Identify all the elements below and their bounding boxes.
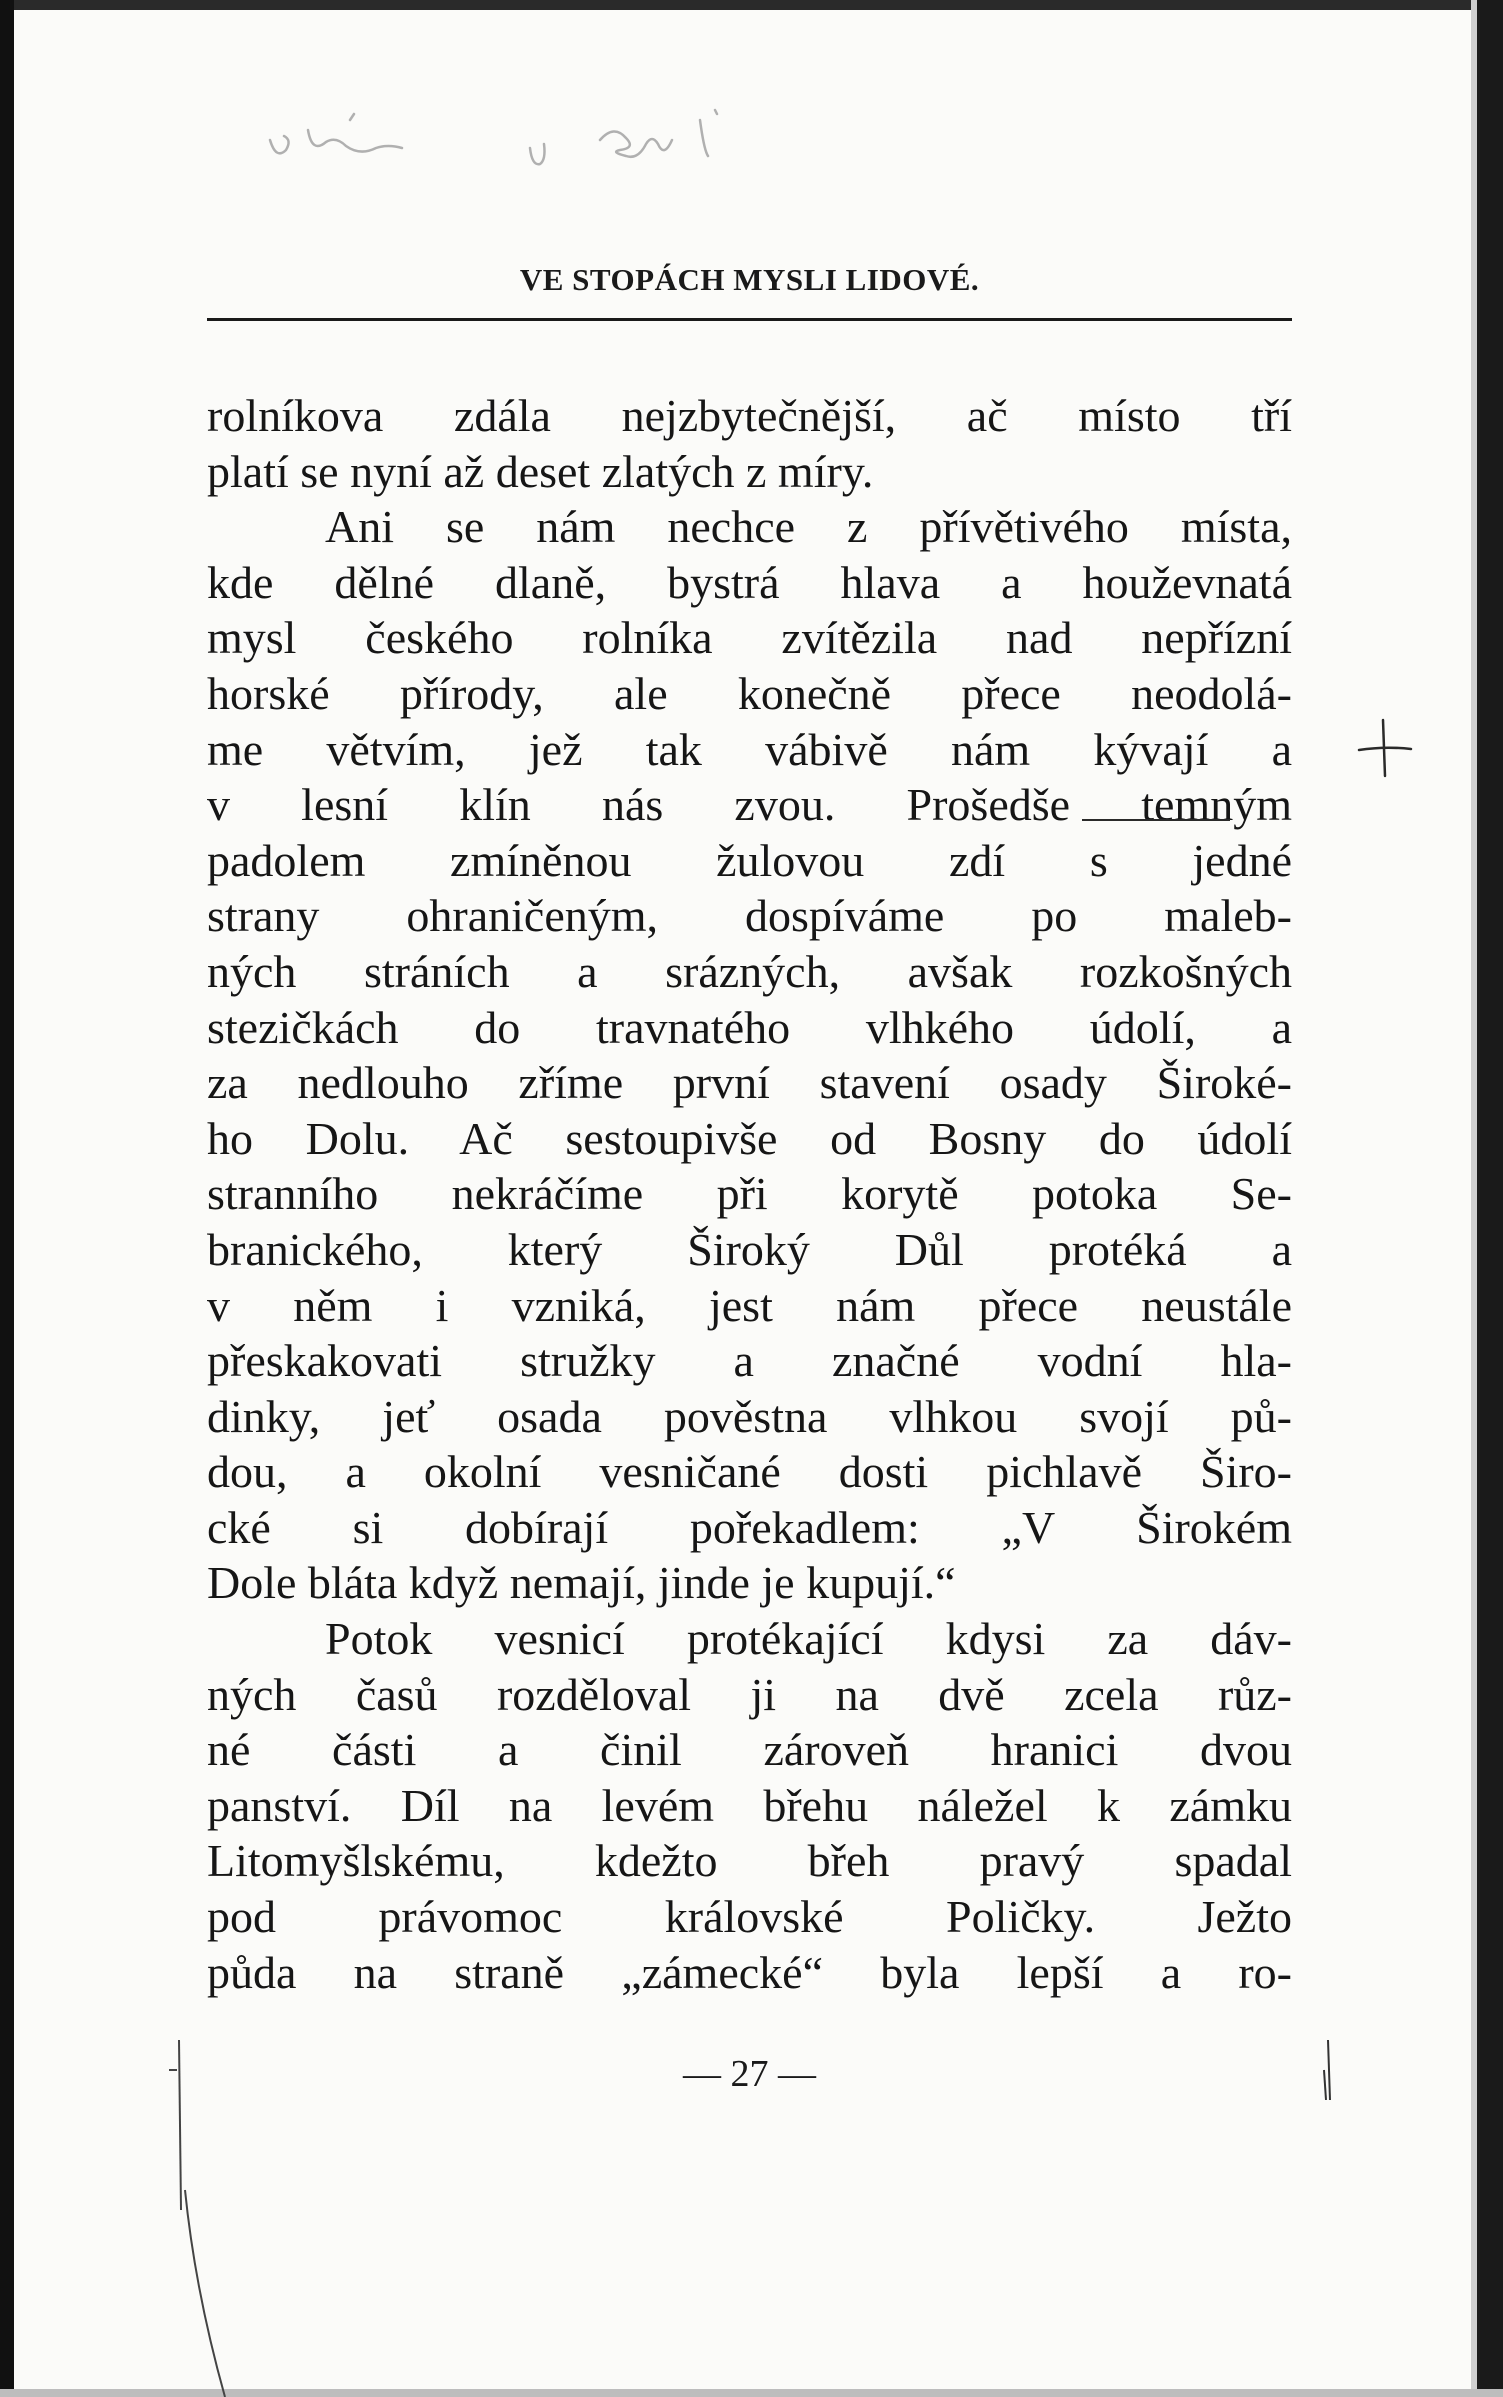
- text-line: strany ohraničeným, dospíváme po maleb-: [207, 890, 1292, 942]
- text-line: v něm i vzniká, jest nám přece neustále: [207, 1279, 1292, 1331]
- text-line: platí se nyní až deset zlatých z míry.: [207, 445, 874, 497]
- text-line: kde dělné dlaně, bystrá hlava a houževnatá: [207, 556, 1292, 608]
- text-line: ných časů rozděloval ji na dvě zcela růz-: [207, 1668, 1292, 1720]
- text-line: ných stráních a srázných, avšak rozkošných: [207, 945, 1292, 997]
- margin-scratch-lines: [1310, 1740, 1370, 2100]
- text-line: né části a činil zároveň hranici dvou: [207, 1724, 1292, 1776]
- pencil-underline: [1080, 814, 1280, 824]
- text-line: půda na straně „zámecké“ byla lepší a ro-: [207, 1946, 1292, 1998]
- text-line: rolníkova zdála nejzbytečnější, ač místo tří: [207, 390, 1292, 441]
- text-line: mysl českého rolníka zvítězila nad nepřízní: [207, 612, 1292, 664]
- text-line: dou, a okolní vesničané dosti pichlavě Širo-: [207, 1446, 1292, 1498]
- text-line: přeskakovati stružky a značné vodní hla-: [207, 1335, 1292, 1387]
- text-line: za nedlouho zříme první stavení osady Široké-: [207, 1057, 1292, 1109]
- text-line: panství. Díl na levém břehu náležel k zámku: [207, 1779, 1292, 1831]
- text-line: padolem zmíněnou žulovou zdí s jedné: [207, 834, 1292, 886]
- header-rule: [207, 318, 1292, 321]
- text-line: Litomyšlskému, kdežto břeh pravý spadal: [207, 1835, 1292, 1887]
- pencil-handwriting: [260, 100, 760, 210]
- text-line: me větvím, jež tak vábivě nám kývají a: [207, 723, 1292, 775]
- scan-border-top: [0, 0, 1503, 10]
- body-text: [207, 388, 1292, 2000]
- scan-border-right: [1477, 0, 1503, 2397]
- text-line: dinky, jeť osada pověstna vlhkou svojí pů-: [207, 1390, 1292, 1442]
- text-line: stranního nekráčíme při korytě potoka Se-: [207, 1168, 1292, 1220]
- text-line: Ani se nám nechce z přívětivého místa,: [325, 501, 1292, 553]
- text-line: branického, který Široký Důl protéká a: [207, 1223, 1292, 1275]
- text-line: v lesní klín nás zvou. Prošedše temným: [207, 779, 1292, 831]
- text-line: cké si dobírají pořekadlem: „V Širokém: [207, 1501, 1292, 1553]
- text-line: Dole bláta když nemají, jinde je kupují.“: [207, 1557, 956, 1609]
- running-head: VE STOPÁCH MYSLI LIDOVÉ.: [519, 262, 980, 297]
- text-line: stezičkách do travnatého vlhkého údolí, a: [207, 1001, 1292, 1053]
- text-line: Potok vesnicí protékající kdysi za dáv-: [325, 1613, 1292, 1665]
- margin-cross-mark: [1355, 718, 1415, 778]
- text-line: ho Dolu. Ač sestoupivše od Bosny do údolí: [207, 1112, 1292, 1164]
- scan-border-left: [0, 0, 14, 2397]
- text-line: pod právomoc královské Poličky. Ježto: [207, 1891, 1292, 1943]
- text-line: horské přírody, ale konečně přece neodolá-: [207, 667, 1292, 719]
- page-number: — 27 —: [683, 2053, 816, 2095]
